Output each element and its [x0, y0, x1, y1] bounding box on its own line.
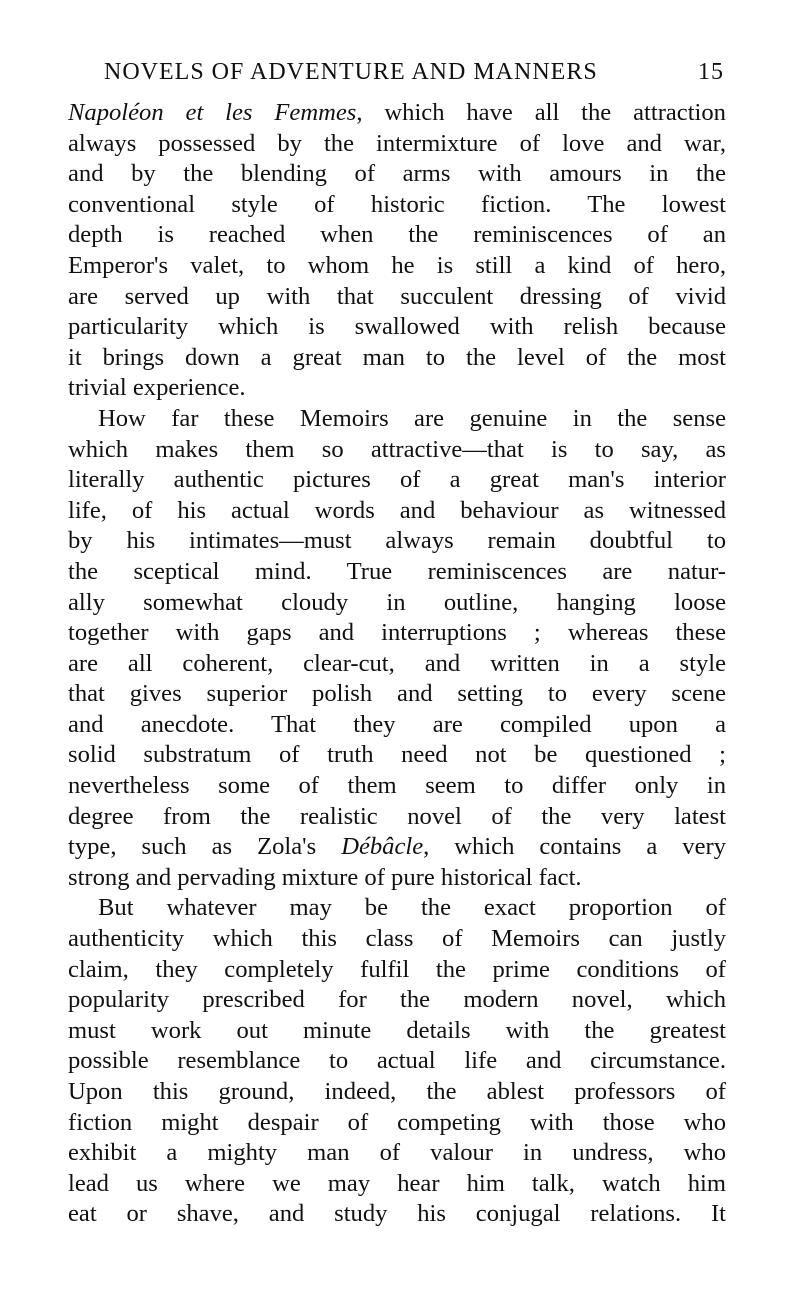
text-line: it brings down a great man to the level of the most [68, 343, 726, 371]
text-run: , which contains a very [423, 833, 726, 861]
text-line: How far these Memoirs are genuine in the sense [98, 404, 726, 432]
text-line: are served up with that succulent dressing of vivid [68, 282, 726, 310]
running-title: NOVELS OF ADVENTURE AND MANNERS [104, 59, 598, 85]
text-line: together with gaps and interruptions ; whereas these [68, 619, 726, 647]
text-line: Emperor's valet, to whom he is still a kind of hero, [68, 251, 726, 279]
text-line: life, of his actual words and behaviour as witnessed [68, 496, 726, 524]
text-line: which makes them so attractive—that is to say, as [68, 435, 726, 463]
italic-title: Napoléon et les Femmes [68, 99, 357, 126]
text-run: , which have all the attraction [356, 99, 726, 126]
text-line: and anecdote. That they are compiled upon a [68, 710, 726, 738]
text-line: degree from the realistic novel of the very latest [68, 802, 726, 830]
book-page [68, 52, 726, 1230]
text-line: solid substratum of truth need not be questioned ; [68, 741, 726, 769]
text-line: depth is reached when the reminiscences of an [68, 221, 726, 249]
text-line: the sceptical mind. True reminiscences are natur- [68, 557, 726, 585]
text-line: literally authentic pictures of a great man's interior [68, 466, 726, 494]
running-head [68, 52, 726, 92]
text-line: eat or shave, and study his conjugal relations. It [68, 1200, 726, 1228]
text-line: Upon this ground, indeed, the ablest professors of [68, 1078, 726, 1105]
text-line [68, 98, 726, 129]
paragraph [68, 404, 726, 894]
italic-title: Débâcle [341, 833, 424, 861]
text-line: particularity which is swallowed with relish because [68, 313, 726, 341]
text-run: type, such as Zola's [68, 833, 342, 861]
text-line: must work out minute details with the greatest [68, 1016, 726, 1044]
text-line: always possessed by the intermixture of love and war, [68, 129, 726, 157]
text-line: strong and pervading mixture of pure historical fact. [68, 863, 582, 891]
paragraph [68, 98, 726, 404]
text-line: But whatever may be the exact proportion of [98, 894, 726, 922]
text-line [68, 832, 726, 863]
text-line: fiction might despair of competing with those who [68, 1108, 726, 1136]
text-line: claim, they completely fulfil the prime conditions of [68, 955, 726, 983]
paragraph [68, 893, 726, 1230]
text-line: trivial experience. [68, 374, 246, 402]
body-text [68, 98, 726, 1230]
text-line: conventional style of historic fiction. The lowest [68, 190, 726, 218]
text-line: exhibit a mighty man of valour in undress, who [68, 1139, 726, 1167]
text-line: and by the blending of arms with amours in the [68, 160, 726, 188]
text-line: that gives superior polish and setting to every scene [68, 680, 726, 708]
text-line: by his intimates—must always remain doubtful to [68, 527, 726, 555]
text-line: lead us where we may hear him talk, watch him [68, 1169, 726, 1197]
page-number: 15 [698, 59, 724, 85]
text-line: authenticity which this class of Memoirs can justly [68, 925, 726, 953]
text-line: possible resemblance to actual life and circumstance. [68, 1047, 726, 1075]
text-line: nevertheless some of them seem to differ only in [68, 772, 726, 800]
text-line: ally somewhat cloudy in outline, hanging loose [68, 588, 726, 616]
text-line: popularity prescribed for the modern novel, which [68, 986, 726, 1014]
text-line: are all coherent, clear-cut, and written in a style [68, 649, 726, 677]
